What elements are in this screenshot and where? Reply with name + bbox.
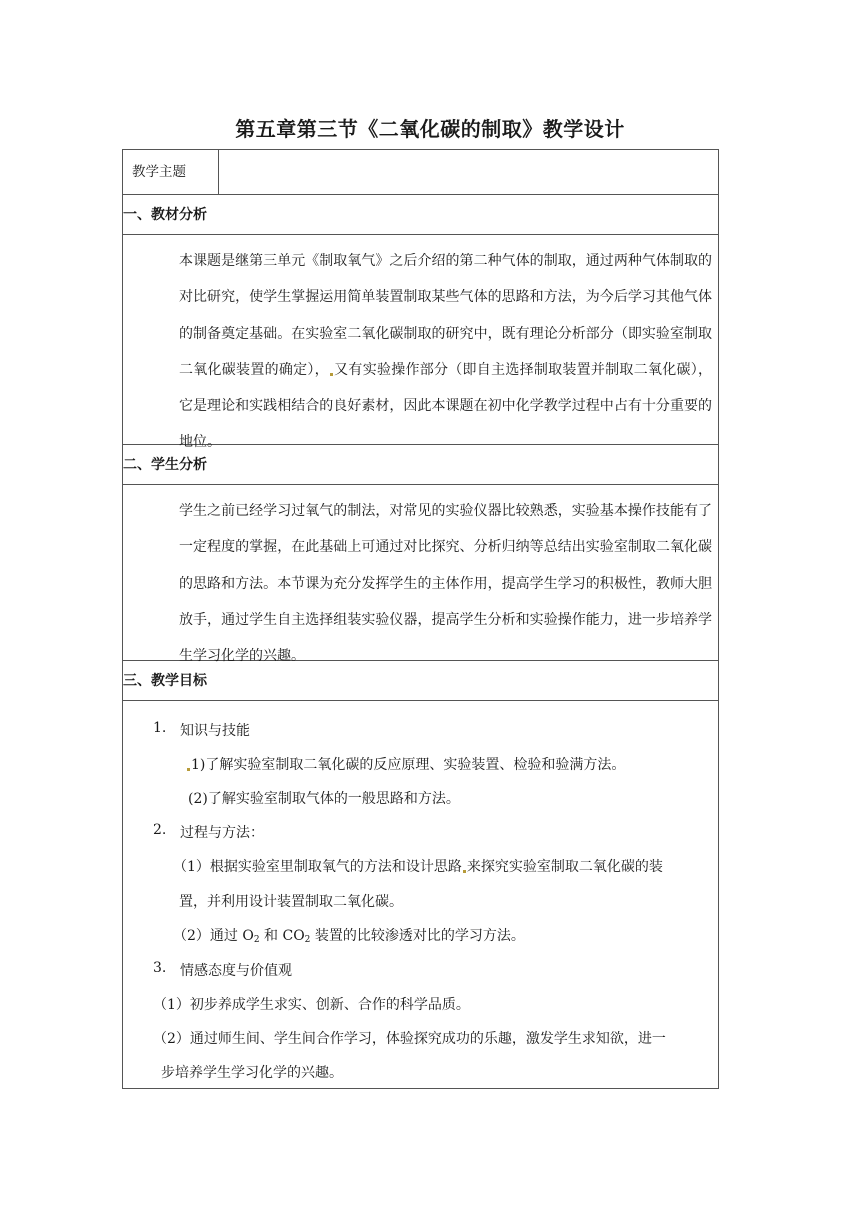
lesson-plan-table [122, 149, 719, 1089]
materials-paragraph-part-a: 本课题是继第三单元《制取氧气》之后介绍的第二种气体的制取，通过两种气体制取的对比研究，使学生掌握运用简单装置制取某些气体的思路和方法，为今后学习其他气体的制备奠定基础。在实验室二氧化碳制取的研究中，既有理论分析部分（即实验室制取二氧化碳装置的确定）， [179, 253, 712, 378]
objective-3-number: 3. [153, 960, 167, 976]
section-heading-students: 二、学生分析 [123, 445, 718, 485]
edit-mark [330, 373, 333, 376]
objective-2b: （2）通过 $O_2$ 和 $CO_2$ 装置的比较渗透对比的学习方法。 [173, 928, 525, 945]
student-analysis-paragraph: 学生之前已经学习过氧气的制法，对常见的实验仪器比较熟悉，实验基本操作技能有了一定程度的掌握，在此基础上可通过对比探究、分析归纳等总结出实验室制取二氧化碳的思路和方法。本节课为充分发挥学生的主体作用，提高学生学习的积极性，教师大胆放手，通过学生自主选择组装实验仪器，提高学生分析和实验操作能力，进一步培养学生学习化学的兴趣。 [179, 503, 712, 665]
topic-label: 教学主题 [123, 150, 219, 194]
section-heading-materials: 一、教材分析 [123, 195, 718, 235]
topic-value-cell [219, 150, 718, 194]
edit-mark [463, 870, 466, 873]
objectives-cell [123, 701, 718, 1088]
materials-paragraph-part-b: 又有实验操作部分（即自主选择制取装置并制取二氧化碳），它是理论和实践相结合的良好素材，因此本课题在初中化学教学过程中占有十分重要的地位。 [179, 361, 713, 451]
objective-3-title: 情感态度与价值观 [180, 963, 292, 979]
objective-2a-line2: 置，并利用设计装置制取二氧化碳。 [179, 894, 403, 910]
objective-1b: (2)了解实验室制取气体的一般思路和方法。 [188, 791, 460, 807]
document-title: 第五章第三节《二氧化碳的制取》教学设计 [235, 117, 625, 141]
objective-2-title: 过程与方法： [180, 825, 264, 841]
objective-3b-line1: （2）通过师生间、学生间合作学习，体验探究成功的乐趣，激发学生求知欲，进一 [153, 1031, 666, 1047]
materials-analysis-cell [123, 235, 718, 451]
objective-1a: 1)了解实验室制取二氧化碳的反应原理、实验装置、检验和验满方法。 [186, 754, 625, 774]
student-analysis-cell [123, 485, 718, 665]
objective-2a-line1: （1）根据实验室里制取氧气的方法和设计思路 来探究实验室制取二氧化碳的装 [173, 859, 663, 875]
materials-analysis-paragraph [123, 235, 718, 461]
objective-2-number: 2. [153, 822, 167, 838]
objective-1-title: 知识与技能 [180, 723, 250, 739]
section-heading-objectives: 三、教学目标 [123, 661, 718, 701]
objective-3b-line2: 步培养学生学习化学的兴趣。 [161, 1065, 343, 1081]
objective-1-number: 1. [153, 720, 167, 736]
topic-row [123, 150, 718, 195]
edit-mark [187, 768, 190, 771]
objective-3a: （1）初步养成学生求实、创新、合作的科学品质。 [153, 997, 470, 1013]
